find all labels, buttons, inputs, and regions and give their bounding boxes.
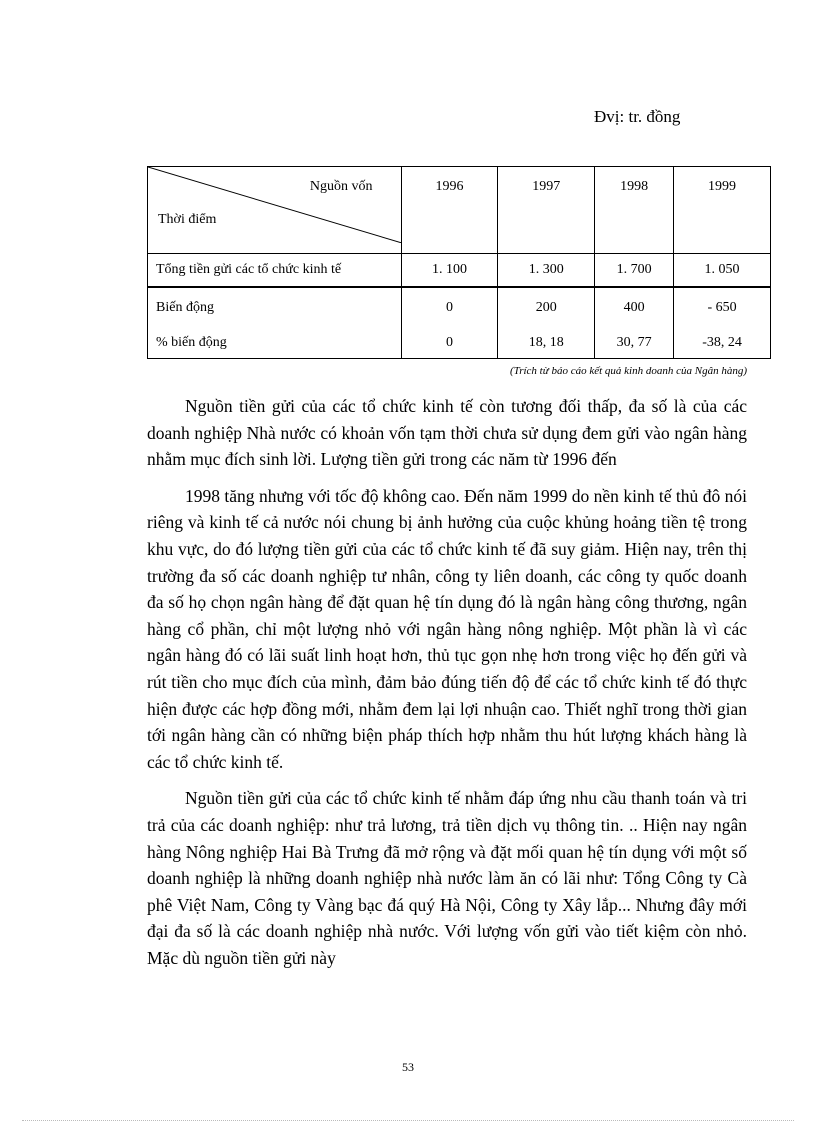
deposit-table — [147, 166, 771, 359]
corner-bottom-label: Thời điểm — [158, 212, 217, 227]
table-cell: 200 — [498, 287, 595, 328]
year-header: 1996 — [401, 167, 498, 254]
table-cell: 400 — [595, 287, 674, 328]
paragraph: Nguồn tiền gửi của các tổ chức kinh tế còn tương đối thấp, đa số là của các doanh nghiệp Nhà nước có khoản vốn tạm thời chưa sử dụng đem gửi vào ngân hàng nhằm mục đích sinh lời. Lượng tiền gửi trong các năm từ 1996 đến — [147, 396, 747, 470]
table-cell: 1. 100 — [401, 254, 498, 288]
paragraph: Nguồn tiền gửi của các tổ chức kinh tế nhằm đáp ứng nhu cầu thanh toán và tri trả của các doanh nghiệp: như trả lương, trả tiền dịch vụ thông tin. .. Hiện nay ngân hàng Nông nghiệp Hai Bà Trưng đã mở rộng và đặt mối quan hệ tín dụng với một số doanh nghiệp là những doanh nghiệp nhà nước làm ăn có lãi như: Tổng Công ty Cà phê Việt Nam, Công ty Vàng bạc đá quý Hà Nội, Công ty Xây lắp... Nhưng đây mới đại đa số là các doanh nghiệp nhà nước. Với lượng vốn gửi vào tiết kiệm còn nhỏ. Mặc dù nguồn tiền gửi này — [147, 788, 747, 968]
year-header: 1999 — [674, 167, 771, 254]
table-cell: 30, 77 — [595, 328, 674, 359]
table-cell: - 650 — [674, 287, 771, 328]
page-number: 53 — [402, 1060, 414, 1074]
table-header-row — [148, 167, 771, 254]
table-row — [148, 328, 771, 359]
row-label: Tổng tiền gửi các tổ chức kinh tế — [148, 254, 402, 288]
corner-cell — [148, 167, 402, 254]
row-label: % biến động — [148, 328, 402, 359]
year-header: 1998 — [595, 167, 674, 254]
body-text — [147, 393, 747, 981]
table-cell: -38, 24 — [674, 328, 771, 359]
table-cell: 0 — [401, 287, 498, 328]
table-row — [148, 254, 771, 288]
source-note: (Trích từ báo cáo kết quả kinh doanh của Ngân hàng) — [510, 365, 747, 377]
table-cell: 1. 050 — [674, 254, 771, 288]
table-row — [148, 287, 771, 328]
unit-label: Đvị: tr. đồng — [594, 107, 681, 126]
row-label: Biến động — [148, 287, 402, 328]
year-header: 1997 — [498, 167, 595, 254]
corner-top-label: Nguồn vốn — [309, 179, 373, 194]
table-cell: 1. 700 — [595, 254, 674, 288]
table-cell: 0 — [401, 328, 498, 359]
paragraph: 1998 tăng nhưng với tốc độ không cao. Đến năm 1999 do nền kinh tế thủ đô nói riêng và kinh tế cả nước nói chung bị ảnh hưởng của cuộc khủng hoảng tiền tệ trong khu vực, do đó lượng tiền gửi của các tổ chức kinh tế đã suy giảm. Hiện nay, trên thị trường đa số các doanh nghiệp tư nhân, công ty liên doanh, các công ty quốc doanh đa số họ chọn ngân hàng để đặt quan hệ tín dụng đó là ngân hàng công thương, ngân hàng cổ phần, chỉ một lượng nhỏ với ngân hàng nông nghiệp. Một phần là vì các ngân hàng đó có lãi suất linh hoạt hơn, thủ tục gọn nhẹ hơn trong việc họ đến gửi và rút tiền cho mục đích của mình, đảm bảo đúng tiến độ để các tổ chức kinh tế đó thực hiện được các hợp đồng mới, nhằm đem lại lợi nhuận cao. Thiết nghĩ trong thời gian tới ngân hàng cần có những biện pháp thích hợp nhằm thu hút lượng khách hàng là các tổ chức kinh tế. — [147, 485, 747, 772]
table-cell: 18, 18 — [498, 328, 595, 359]
footer-divider — [22, 1120, 794, 1121]
table-cell: 1. 300 — [498, 254, 595, 288]
